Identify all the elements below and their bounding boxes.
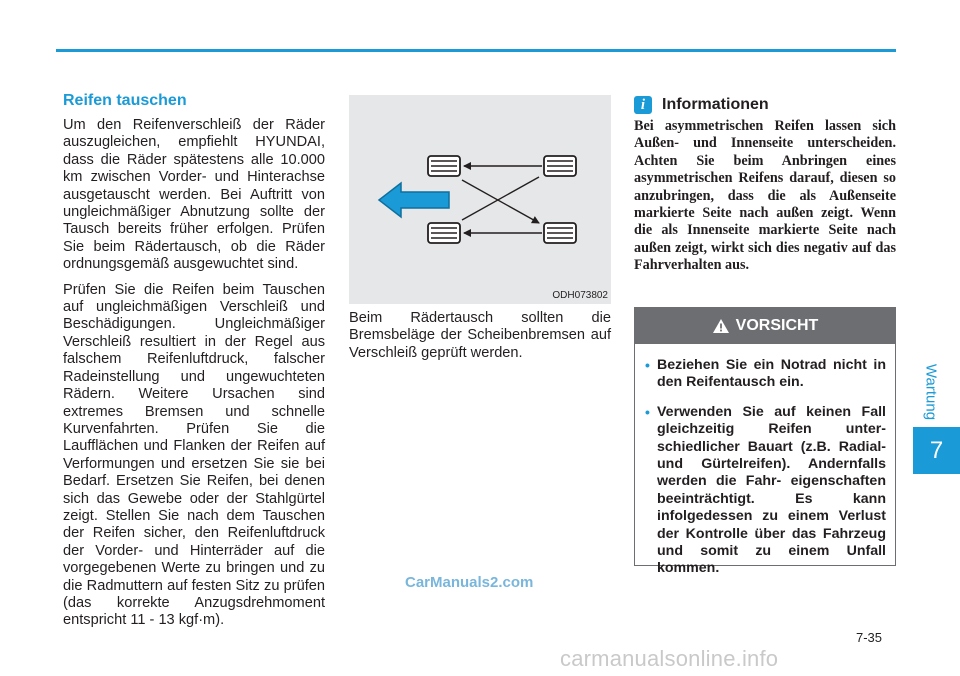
- section-paragraph-1: Um den Reifenverschleiß der Räder auszugleichen, empfiehlt HYUNDAI, dass die Räder spätestens alle 10.000 km zwischen Vorder- und Hinterachse ausgetauscht werden. Bei Auftritt von ungleichmäßiger Abnutzung sollte der Tausch bereits früher erfolgen. Prüfen Sie beim Rädertausch, ob die Räder ordnungsgemäß ausgewuchtet sind.: [63, 117, 325, 273]
- page-number: 7-35: [856, 630, 883, 645]
- caution-box: [634, 307, 896, 577]
- info-title: Informationen: [662, 96, 769, 113]
- figure-code: ODH073802: [552, 290, 608, 301]
- tire-front-left-icon: [428, 156, 460, 176]
- chapter-side-label: [916, 360, 946, 424]
- warning-triangle-icon: [712, 318, 730, 334]
- chapter-number: 7: [929, 436, 944, 464]
- section-paragraph-2: Prüfen Sie die Reifen beim Tauschen auf ungleichmäßigen Verschleiß und Beschädigungen. Ungleichmäßiger Verschleiß resultiert in der Regel aus falschem Reifenluftdruck, falscher Radeinstellung und ungewuchteten Rädern. Weitere Ursachen sind extremes Bremsen und schnelle Kurvenfahrten. Prüfen Sie die Laufflächen und Flanken der Reifen auf Verformungen und ersetzen Sie sie bei Bedarf. Ersetzen Sie Reifen, bei denen sich das Gewebe oder der Stahlgürtel zeigt. Stellen Sie nach dem Tauschen der Reifen sicher, den Reifenluftdruck der Vorder- und Hinterräder auf die vorgegebenen Werte zu bringen und zu die Radmuttern auf festen Sitz zu prüfen (das korrekte Anzugsdrehmoment entspricht 11 - 13 kgf·m).: [63, 281, 325, 629]
- tire-rear-left-icon: [544, 156, 576, 176]
- caution-header: [635, 308, 895, 344]
- bullet-icon: •: [645, 403, 650, 420]
- caution-item: [645, 404, 886, 578]
- caution-item-text: Beziehen Sie ein Notrad nicht in den Reifentausch ein.: [657, 357, 886, 391]
- tire-rear-right-icon: [544, 223, 576, 243]
- tire-rotation-diagram: [349, 95, 611, 304]
- info-icon: i: [634, 96, 652, 114]
- figure-note-text: Beim Rädertausch sollten die Bremsbeläge der Scheibenbremsen auf Verschleiß geprüft werden.: [349, 310, 611, 361]
- top-rule: [56, 49, 896, 52]
- watermark-link[interactable]: CarManuals2.com: [405, 574, 534, 591]
- main-column: [63, 92, 325, 630]
- bullet-icon: •: [645, 357, 650, 373]
- info-header: [634, 96, 896, 114]
- chapter-tab: [913, 427, 960, 474]
- tire-front-right-icon: [428, 223, 460, 243]
- footer-site: carmanualsonline.info: [560, 646, 779, 671]
- caution-title: VORSICHT: [735, 317, 819, 334]
- section-title: Reifen tauschen: [63, 92, 187, 109]
- direction-arrow-icon: [379, 183, 449, 217]
- info-box: [634, 96, 896, 275]
- chapter-side-label-text: Wartung: [922, 363, 940, 421]
- caution-list: [635, 344, 895, 578]
- caution-item-text: Verwenden Sie auf keinen Fall gleichzeitig Reifen unter- schiedlicher Bauart (z.B. Radial- und Gürtelreifen). Andernfalls werden die Fahr- eigenschaften beeinträchtigt. Es kann infolgedessen zu einem Verlust der Kontrolle über das Fahrzeug und somit zu einem Unfall kommen.: [657, 403, 886, 577]
- caution-item: [645, 357, 886, 392]
- info-text: Bei asymmetrischen Reifen lassen sich Außen- und Innenseite unterscheiden. Achten Sie beim Anbringen eines asymmetrischen Reifens darauf, diesen so anzubringen, dass die als Außenseite markierte Seite nach außen zeigt. Wenn die als Innenseite markierte Seite nach außen zeigt, wirkt sich dies negativ auf das Fahrverhalten aus.: [634, 118, 896, 274]
- tire-rotation-figure: [349, 95, 611, 304]
- rotation-arrows: [462, 166, 542, 233]
- figure-note: [349, 310, 611, 362]
